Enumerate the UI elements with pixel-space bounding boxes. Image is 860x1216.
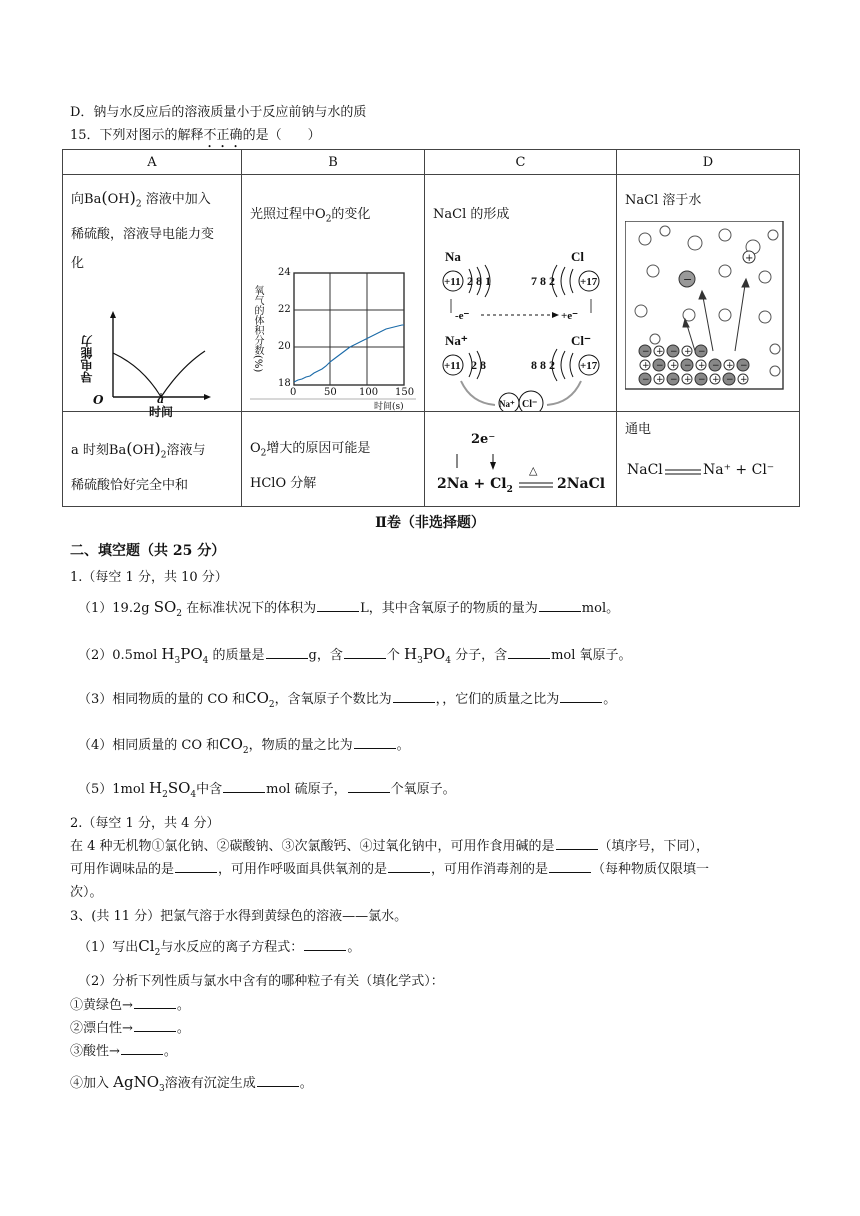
- nacl-dissolving-diagram: [625, 221, 785, 391]
- svg-text:Cl: Cl: [571, 249, 584, 264]
- q1-p4-c: 。: [396, 738, 410, 753]
- q3-i2-end: 。: [176, 1021, 190, 1036]
- option-d-line: [70, 101, 366, 120]
- q15-emphasis: 不正确: [203, 128, 243, 143]
- svg-text:7 8 2: 7 8 2: [531, 274, 555, 288]
- cell-c-figure: [425, 175, 617, 412]
- q3-i3-text: ③酸性→: [70, 1044, 120, 1059]
- q3-item-2: [70, 1017, 190, 1036]
- q3-item-4: ④加入 AgNO$_3$溶液有沉淀生成 。: [70, 1073, 313, 1094]
- q2-l1-b: （填序号，下同），: [598, 839, 710, 854]
- q3-i4-c: 。: [299, 1076, 313, 1091]
- q3-i4-a: ④加入: [70, 1076, 110, 1091]
- cell-b-figure: [242, 175, 425, 412]
- answer-blank[interactable]: [508, 646, 550, 659]
- q1-p4-a: （4）相同质量的 CO 和: [78, 738, 220, 753]
- svg-text:−: −: [726, 375, 734, 385]
- header-a: A: [63, 150, 242, 175]
- svg-text:+: +: [670, 361, 678, 371]
- answer-blank[interactable]: [134, 1019, 176, 1032]
- q1-p1-a: （1）19.2g: [78, 601, 150, 616]
- svg-text:−: −: [656, 361, 664, 371]
- a-explanation: a 时刻$Ba(OH)_2$溶液与 稀硫酸恰好完全中和: [71, 439, 206, 493]
- svg-text:−: −: [712, 361, 720, 371]
- q1-p3-a: （3）相同物质的量的 CO 和: [78, 692, 246, 707]
- nacl-formation-diagram: [431, 247, 611, 411]
- q2-l2-c: ，可用作消毒剂的是: [431, 862, 549, 877]
- q2-line-1: [70, 835, 709, 854]
- question-15-table: [62, 149, 800, 507]
- q1-p1-c: L，其中含氧原子的物质的量为: [360, 601, 538, 616]
- b-chart-ylabel: 氧气的体积分数(%): [252, 285, 263, 373]
- svg-text:2 8: 2 8: [471, 358, 486, 372]
- a-graph-xlabel: 时间: [149, 405, 174, 419]
- q3-p1-c: 。: [347, 940, 361, 955]
- cell-c-explanation: [425, 412, 617, 507]
- svg-text:−: −: [670, 347, 678, 357]
- svg-text:+: +: [745, 253, 754, 264]
- d-equals: [665, 468, 701, 476]
- q2-line-2: [70, 858, 709, 877]
- q1-part-4: （4）相同质量的 CO 和$CO_2$，物质的量之比为 。: [78, 735, 410, 756]
- q1-p2-b: 的质量是: [212, 648, 265, 663]
- d-equation-left: NaCl: [627, 462, 663, 478]
- svg-text:−: −: [683, 273, 693, 286]
- b-xtick-0: 0: [290, 387, 297, 398]
- svg-text:−: −: [698, 375, 706, 385]
- q1-p5-c: mol 硫原子，: [266, 782, 347, 797]
- a-graph-ylabel: 导电能力: [80, 335, 94, 383]
- answer-blank[interactable]: [539, 599, 581, 612]
- svg-text:−: −: [740, 361, 748, 371]
- header-d: D: [617, 150, 800, 175]
- svg-text:−: −: [642, 375, 650, 385]
- cell-d-explanation: [617, 412, 800, 507]
- answer-blank[interactable]: [388, 860, 430, 873]
- b-ytick-22: 22: [278, 304, 291, 315]
- svg-text:+: +: [684, 347, 692, 357]
- svg-text:+: +: [656, 347, 664, 357]
- answer-blank[interactable]: [134, 996, 176, 1009]
- table-figure-row: [63, 175, 800, 412]
- b-explanation: $O_2$增大的原因可能是 HClO 分解: [250, 441, 371, 491]
- q1-p3-c: ，它们的质量之比为: [442, 692, 560, 707]
- svg-text:+: +: [656, 375, 664, 385]
- svg-text:+11: +11: [444, 360, 461, 372]
- q1-p2-d: 个: [386, 648, 400, 663]
- q1-part-2: （2）0.5mol $H_3PO_4$ 的质量是 g，含 个 $H_3PO_4$ 分子，含 mol 氧原子。: [78, 645, 632, 666]
- q1-p4-b: ，物质的量之比为: [248, 738, 353, 753]
- svg-text:−: −: [670, 375, 678, 385]
- b-description: 光照过程中$O_2$的变化: [250, 207, 371, 225]
- q3-i2-text: ②漂白性→: [70, 1021, 133, 1036]
- svg-text:-e⁻: -e⁻: [455, 310, 470, 322]
- c-electron-arrow: [447, 450, 527, 478]
- section-title: 二、填空题（共 25 分）: [70, 543, 226, 559]
- q1-part-3: （3）相同物质的量的 CO 和$CO_2$，含氧原子个数比为 ，，它们的质量之比为 。: [78, 689, 617, 710]
- table-explanation-row: [63, 412, 800, 507]
- q1-p3-d: 。: [603, 692, 617, 707]
- cell-a-explanation: [63, 412, 242, 507]
- d-electrolysis-label: 通电: [625, 422, 652, 437]
- b-ytick-24: 24: [278, 267, 291, 278]
- q3-i1-text: ①黄绿色→: [70, 998, 133, 1013]
- q1-p2-e: 分子，含: [455, 648, 508, 663]
- d-equation-right: Na⁺ + Cl⁻: [703, 462, 775, 478]
- q15-text-c: 的是（ ）: [242, 128, 321, 143]
- c-eq-left-text: 2Na + Cl: [437, 476, 507, 492]
- svg-text:+: +: [712, 375, 720, 385]
- answer-blank[interactable]: [121, 1042, 163, 1055]
- c-equals: [519, 480, 553, 490]
- b-exp-2: HClO 分解: [250, 475, 317, 491]
- a-exp-1: a 时刻: [71, 443, 109, 458]
- option-d-text: D．钠与水反应后的溶液质量小于反应前钠与水的质: [70, 105, 367, 120]
- q1-part-5: （5）1mol $H_2SO_4$中含 mol 硫原子， 个氧原子。: [78, 779, 456, 800]
- q1-p3-sep: ，: [435, 692, 443, 707]
- c-equation-left: $2Na + Cl_2$: [437, 476, 513, 495]
- q1-p2-c: g，含: [308, 648, 343, 663]
- svg-text:+e⁻: +e⁻: [561, 310, 578, 322]
- answer-blank[interactable]: [175, 860, 217, 873]
- q2-line-3: 次）。: [70, 885, 103, 900]
- svg-text:−: −: [698, 347, 706, 357]
- answer-blank[interactable]: [348, 780, 390, 793]
- svg-text:+: +: [726, 361, 734, 371]
- c-delta: △: [529, 464, 538, 477]
- q1-part-1: （1）19.2g $SO_2$ 在标准状况下的体积为 L，其中含氧原子的物质的量为 mol。: [78, 598, 620, 619]
- b-xtick-50: 50: [324, 387, 337, 398]
- d-description: NaCl 溶于水: [625, 193, 702, 208]
- header-b: B: [242, 150, 425, 175]
- svg-text:+: +: [684, 375, 692, 385]
- svg-text:+: +: [642, 361, 650, 371]
- svg-text:+: +: [698, 361, 706, 371]
- q2-l2-d: （每种物质仅限填一: [592, 862, 710, 877]
- cell-b-explanation: [242, 412, 425, 507]
- svg-text:Cl⁻: Cl⁻: [522, 399, 538, 410]
- a-desc-2: 稀硫酸，溶液导电能力变: [71, 226, 215, 242]
- header-c: C: [425, 150, 617, 175]
- q2-l2-a: 可用作调味品的是: [70, 862, 175, 877]
- answer-blank[interactable]: [223, 780, 265, 793]
- svg-text:Na⁺: Na⁺: [445, 333, 468, 348]
- svg-text:−: −: [642, 347, 650, 357]
- answer-blank[interactable]: [560, 690, 602, 703]
- answer-blank[interactable]: [393, 690, 435, 703]
- q2-l2-b: ，可用作呼吸面具供氧剂的是: [218, 862, 388, 877]
- b-desc-prefix: 光照过程中: [250, 207, 316, 222]
- svg-text:Na⁺: Na⁺: [499, 399, 515, 409]
- q3-p1-b: 与水反应的离子方程式：: [160, 940, 304, 955]
- q1-p2-a: （2）0.5mol: [78, 648, 158, 663]
- a-prefix: 向: [71, 192, 85, 207]
- b-chart-xlabel: 时间(s): [374, 402, 404, 412]
- a-graph-a-label: a: [157, 393, 165, 406]
- q1-p1-d: mol。: [581, 601, 620, 616]
- q3-i1-end: 。: [176, 998, 190, 1013]
- svg-text:Cl⁻: Cl⁻: [571, 333, 591, 348]
- q3-head: 3、(共 11 分）把氯气溶于水得到黄绿色的溶液——氯水。: [70, 909, 408, 924]
- q1-p5-d: 个氧原子。: [390, 782, 456, 797]
- b-ytick-18: 18: [278, 378, 291, 389]
- q3-item-3: [70, 1040, 177, 1059]
- q3-part-2: （2）分析下列性质与氯水中含有的哪种粒子有关（填化学式）：: [78, 974, 444, 989]
- svg-text:+17: +17: [580, 276, 598, 288]
- svg-text:+17: +17: [580, 360, 598, 372]
- svg-text:−: −: [684, 361, 692, 371]
- svg-text:Na: Na: [445, 249, 461, 264]
- q1-p2-f: mol 氧原子。: [551, 648, 632, 663]
- b-xtick-150: 150: [395, 387, 415, 398]
- q15-text-a: 15．下列对图示的解释: [70, 128, 204, 143]
- cell-d-figure: [617, 175, 800, 412]
- table-header-row: [63, 150, 800, 175]
- q1-head: 1.（每空 1 分，共 10 分）: [70, 570, 228, 585]
- b-exp-1: 增大的原因可能是: [266, 441, 371, 456]
- a-exp-1b: 溶液与: [166, 443, 206, 458]
- q1-p5-a: （5）1mol: [78, 782, 145, 797]
- q1-p3-b: ，含氧原子个数比为: [274, 692, 392, 707]
- c-electron-label: 2e⁻: [471, 432, 496, 447]
- q3-item-1: [70, 994, 190, 1013]
- a-graph-origin: O: [93, 393, 104, 407]
- q1-p5-b: 中含: [196, 782, 223, 797]
- answer-blank[interactable]: [304, 938, 346, 951]
- answer-blank[interactable]: [354, 736, 396, 749]
- answer-blank[interactable]: [549, 860, 591, 873]
- svg-text:2 8 1: 2 8 1: [467, 274, 491, 288]
- svg-text:+11: +11: [444, 276, 461, 288]
- answer-blank[interactable]: [266, 646, 308, 659]
- conductivity-graph: [93, 307, 213, 407]
- svg-text:+: +: [740, 375, 748, 385]
- q3-i3-end: 。: [163, 1044, 177, 1059]
- b-ytick-20: 20: [278, 341, 291, 352]
- a-desc-3: 化: [71, 255, 85, 271]
- q1-p1-b: 在标准状况下的体积为: [186, 601, 317, 616]
- answer-blank[interactable]: [556, 837, 598, 850]
- answer-blank[interactable]: [257, 1074, 299, 1087]
- q2-head: 2.（每空 1 分，共 4 分）: [70, 816, 220, 831]
- answer-blank[interactable]: [317, 599, 359, 612]
- q2-l1-a: 在 4 种无机物①氯化钠、②碳酸钠、③次氯酸钙、④过氧化钠中，可用作食用碱的是: [70, 839, 555, 854]
- cell-a-figure: [63, 175, 242, 419]
- a-description: 向$Ba(OH)_2$ 溶液中加入 稀硫酸，溶液导电能力变 化: [71, 188, 215, 271]
- a-exp-2: 稀硫酸恰好完全中和: [71, 477, 189, 493]
- c-equation-right: 2NaCl: [557, 476, 606, 492]
- svg-text:8 8 2: 8 8 2: [531, 358, 555, 372]
- q3-i4-b: 溶液有沉淀生成: [164, 1076, 256, 1091]
- q3-part-1: （1）写出$Cl_2$与水反应的离子方程式： 。: [78, 937, 361, 958]
- b-desc-suffix: 的变化: [331, 207, 371, 222]
- c-description: NaCl 的形成: [433, 207, 510, 222]
- answer-blank[interactable]: [344, 646, 386, 659]
- q3-p1-a: （1）写出: [78, 940, 139, 955]
- volume-2-title: Ⅱ卷（非选择题）: [375, 515, 485, 531]
- b-xtick-100: 100: [359, 387, 379, 398]
- a-desc-1: 溶液中加入: [145, 192, 211, 207]
- question-15-line: [70, 124, 321, 151]
